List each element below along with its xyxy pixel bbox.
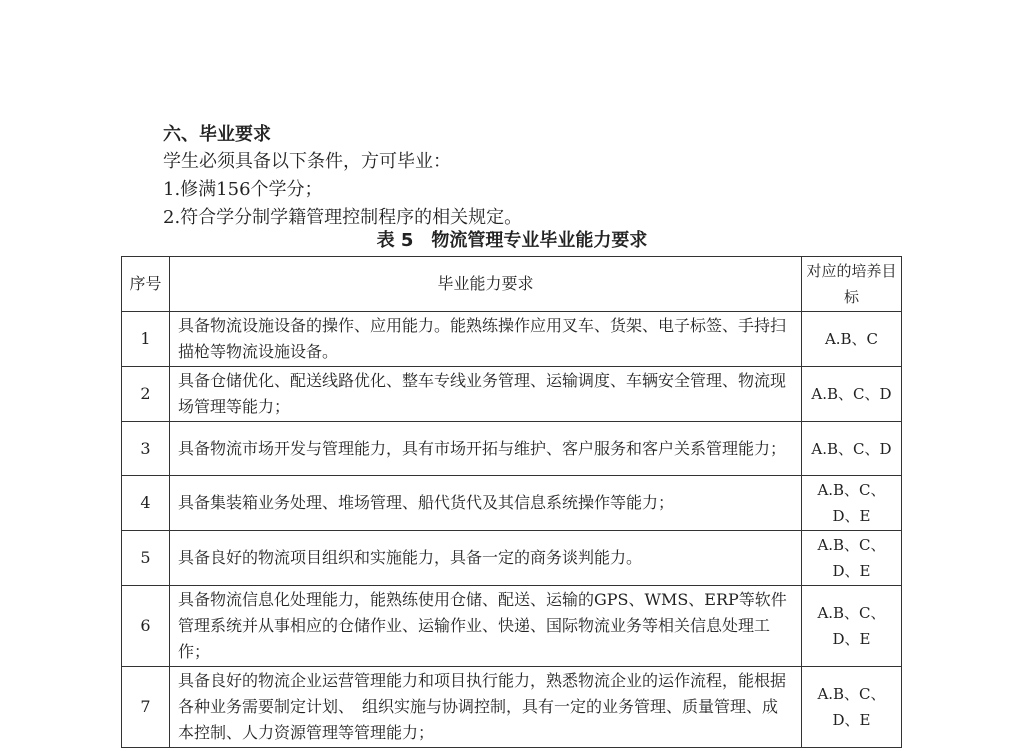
- table-row: [122, 367, 902, 422]
- row-no: 2: [122, 367, 170, 422]
- row-requirement: 具备良好的物流企业运营管理能力和项目执行能力，熟悉物流企业的运作流程，能根据各种业务需要制定计划、 组织实施与协调控制，具有一定的业务管理、质量管理、成本控制、人力资源管理等管理能力；: [170, 667, 802, 748]
- intro-text: 学生必须具备以下条件，方可毕业：: [163, 151, 451, 172]
- row-requirement: 具备物流信息化处理能力，能熟练使用仓储、配送、运输的GPS、WMS、ERP等软件管理系统并从事相应的仓储作业、运输作业、快递、国际物流业务等相关信息处理工作；: [170, 586, 802, 667]
- table-row: [122, 312, 902, 367]
- row-goal: A.B、C、D、E: [802, 667, 902, 748]
- table-row: [122, 422, 902, 476]
- row-no: 4: [122, 476, 170, 531]
- row-no: 6: [122, 586, 170, 667]
- row-no: 3: [122, 422, 170, 476]
- row-requirement: 具备仓储优化、配送线路优化、整车专线业务管理、运输调度、车辆安全管理、物流现场管理等能力；: [170, 367, 802, 422]
- row-requirement: 具备集装箱业务处理、堆场管理、船代货代及其信息系统操作等能力；: [170, 476, 802, 531]
- condition-1: 1.修满156个学分；: [163, 179, 323, 200]
- graduation-requirements-section: [163, 122, 863, 232]
- row-no: 7: [122, 667, 170, 748]
- row-goal: A.B、C、D、E: [802, 586, 902, 667]
- row-goal: A.B、C: [802, 312, 902, 367]
- row-requirement: 具备物流设施设备的操作、应用能力。能熟练操作应用叉车、货架、电子标签、手持扫描枪等物流设施设备。: [170, 312, 802, 367]
- row-goal: A.B、C、D、E: [802, 531, 902, 586]
- table-row: [122, 586, 902, 667]
- row-requirement: 具备良好的物流项目组织和实施能力，具备一定的商务谈判能力。: [170, 531, 802, 586]
- row-goal: A.B、C、D: [802, 367, 902, 422]
- ability-requirements-table: [121, 256, 902, 748]
- table-header-row: [122, 257, 902, 312]
- row-requirement: 具备物流市场开发与管理能力，具有市场开拓与维护、客户服务和客户关系管理能力；: [170, 422, 802, 476]
- table-row: [122, 531, 902, 586]
- table-row: [122, 476, 902, 531]
- table-caption: 表 5 物流管理专业毕业能力要求: [376, 230, 648, 251]
- row-no: 5: [122, 531, 170, 586]
- header-requirement: 毕业能力要求: [170, 257, 802, 312]
- header-no: 序号: [122, 257, 170, 312]
- row-goal: A.B、C、D、E: [802, 476, 902, 531]
- row-goal: A.B、C、D: [802, 422, 902, 476]
- table-row: [122, 667, 902, 748]
- section-heading: 六、毕业要求: [163, 124, 271, 145]
- row-no: 1: [122, 312, 170, 367]
- header-goal: 对应的培养目标: [802, 257, 902, 312]
- condition-2: 2.符合学分制学籍管理控制程序的相关规定。: [163, 207, 523, 228]
